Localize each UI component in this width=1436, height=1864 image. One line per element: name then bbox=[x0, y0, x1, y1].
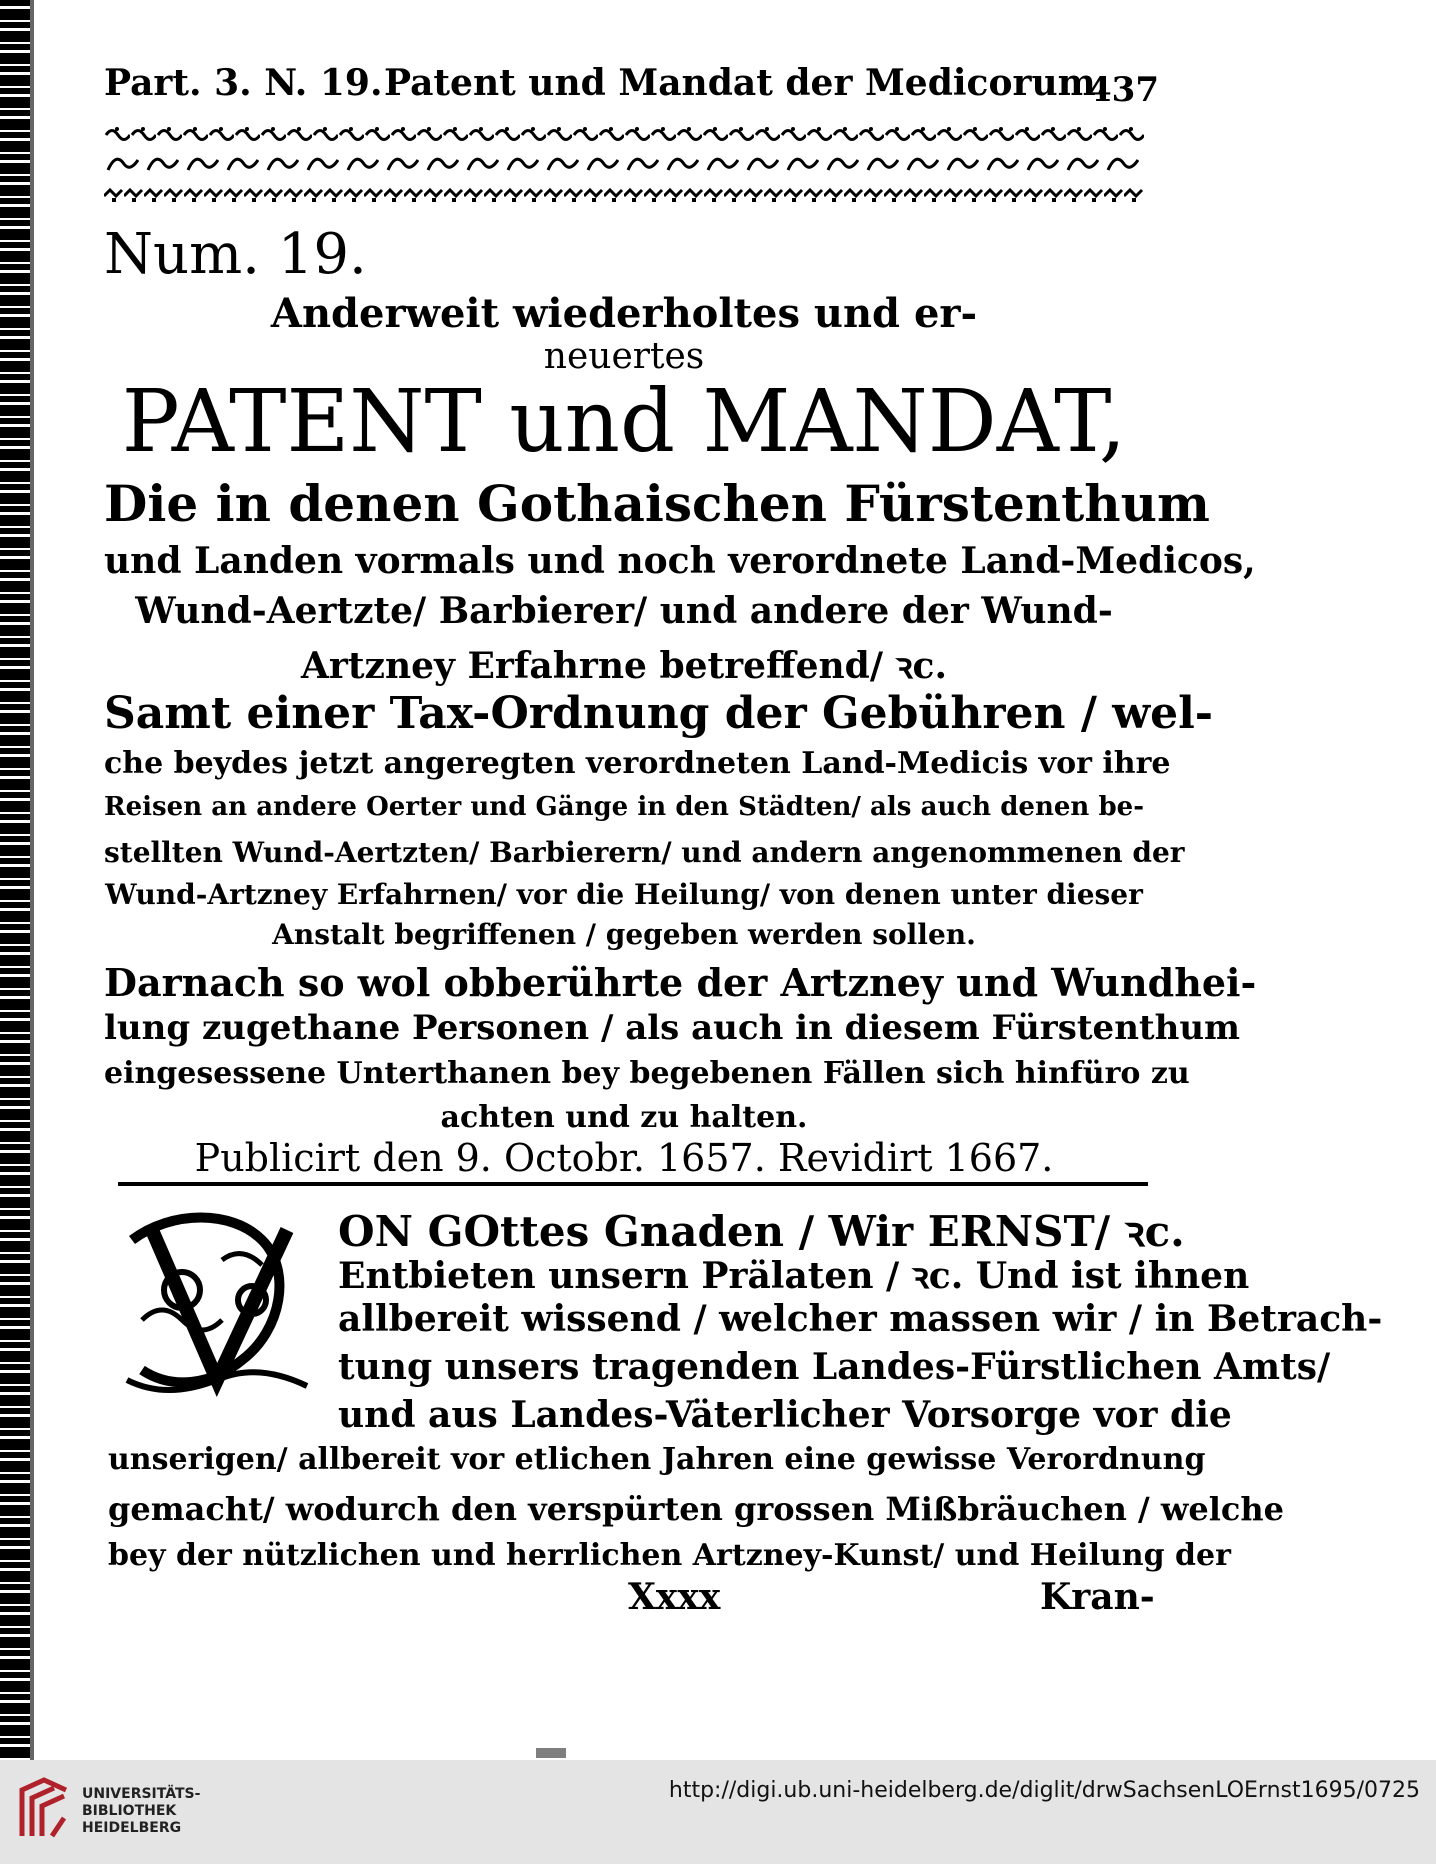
body-line-1: ON GOttes Gnaden / Wir ERNST/ ꝛc. bbox=[338, 1207, 1185, 1256]
library-name-line-3: HEIDELBERG bbox=[82, 1820, 182, 1836]
title-line-1: Anderweit wiederholtes und er- bbox=[270, 290, 978, 337]
title-line-11: stellten Wund-Aertzten/ Barbierern/ und andern angenommenen der bbox=[104, 836, 1185, 869]
ornament-band-middle bbox=[104, 152, 1144, 176]
header-page-number: 437 bbox=[1088, 70, 1159, 110]
ornament-band-top bbox=[104, 124, 1144, 146]
title-line-17: achten und zu halten. bbox=[440, 1100, 808, 1135]
ornament-band-bottom bbox=[104, 184, 1144, 204]
title-line-12: Wund-Artzney Erfahrnen/ vor die Heilung/ von denen unter dieser bbox=[105, 878, 1143, 911]
title-line-18-publication-date: Publicirt den 9. Octobr. 1657. Revidirt 1667. bbox=[194, 1136, 1054, 1180]
library-name-line-1: UNIVERSITÄTS- bbox=[82, 1786, 201, 1802]
title-line-9: che beydes jetzt angeregten verordneten Land-Medicis vor ihre bbox=[104, 746, 1171, 781]
title-line-16: eingesessene Unterthanen bey begebenen Fällen sich hinfüro zu bbox=[104, 1056, 1190, 1091]
title-line-4: Die in denen Gothaischen Fürstenthum bbox=[104, 474, 1210, 533]
body-line-2: Entbieten unsern Prälaten / ꝛc. Und ist ihnen bbox=[338, 1255, 1250, 1297]
title-line-2: neuertes bbox=[543, 336, 705, 377]
title-line-7: Artzney Erfahrne betreffend/ ꝛc. bbox=[300, 645, 948, 687]
separator-rule bbox=[118, 1182, 1148, 1186]
university-library-logo-icon bbox=[14, 1776, 74, 1846]
title-line-6: Wund-Aertzte/ Barbierer/ und andere der Wund- bbox=[135, 590, 1113, 632]
body-line-4: tung unsers tragenden Landes-Fürstlichen Amts/ bbox=[338, 1346, 1331, 1388]
title-line-5: und Landen vormals und noch verordnete Land-Medicos, bbox=[104, 540, 1256, 582]
title-line-13: Anstalt begriffenen / gegeben werden sollen. bbox=[272, 918, 976, 951]
viewer-footer bbox=[0, 1760, 1436, 1864]
body-line-6: unserigen/ allbereit vor etlichen Jahren eine gewisse Verordnung bbox=[108, 1442, 1206, 1477]
body-line-8: bey der nützlichen und herrlichen Artzney-Kunst/ und Heilung der bbox=[108, 1538, 1231, 1573]
library-name-line-2: BIBLIOTHEK bbox=[82, 1803, 177, 1819]
body-line-5: und aus Landes-Väterlicher Vorsorge vor die bbox=[338, 1394, 1232, 1436]
header-running-title: Patent und Mandat der Medicorum. bbox=[384, 62, 1109, 104]
book-spine-edge bbox=[0, 0, 30, 1760]
title-line-14: Darnach so wol obberührte der Artzney und Wundhei- bbox=[104, 960, 1257, 1005]
body-line-3: allbereit wissend / welcher massen wir / in Betrach- bbox=[338, 1298, 1383, 1340]
book-spine-shadow bbox=[30, 0, 34, 1760]
title-line-8: Samt einer Tax-Ordnung der Gebühren / wel- bbox=[104, 688, 1214, 739]
header-part-number: Part. 3. N. 19. bbox=[104, 62, 383, 104]
page-smudge bbox=[536, 1748, 566, 1758]
signature-mark: Xxxx bbox=[628, 1576, 721, 1618]
permalink-url[interactable]: http://digi.ub.uni-heidelberg.de/diglit/drwSachsenLOErnst1695/0725 bbox=[668, 1778, 1420, 1803]
decorated-initial-v-icon bbox=[112, 1200, 322, 1410]
catchword: Kran- bbox=[1040, 1576, 1155, 1618]
title-line-3-patent-mandat: PATENT und MANDAT, bbox=[121, 372, 1127, 472]
section-number: Num. 19. bbox=[104, 222, 367, 287]
library-name bbox=[82, 1786, 200, 1837]
title-line-15: lung zugethane Personen / als auch in diesem Fürstenthum bbox=[104, 1008, 1241, 1048]
body-line-7: gemacht/ wodurch den verspürten grossen Mißbräuchen / welche bbox=[108, 1490, 1284, 1528]
title-line-10: Reisen an andere Oerter und Gänge in den Städten/ als auch denen be- bbox=[104, 792, 1144, 822]
